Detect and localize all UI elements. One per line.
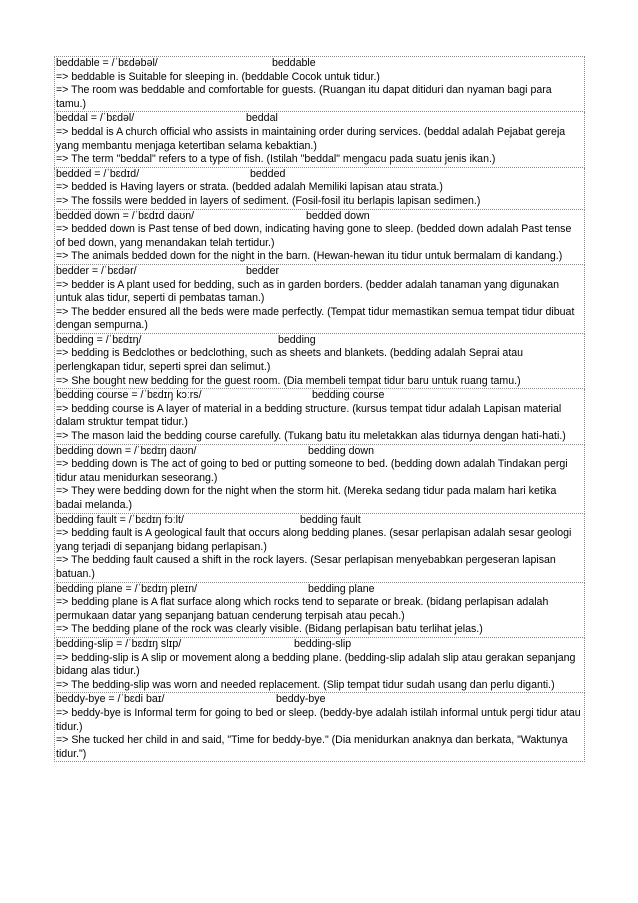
entry-pronunciation: bedded = /ˈbɛdɪd/ — [56, 167, 140, 180]
entry-example: => They were bedding down for the night when the storm hit. (Mereka sedang tidur pada malam hari ketika badai melanda.) — [56, 485, 557, 511]
entry-word: bedded down — [306, 209, 370, 222]
entry-example: => She tucked her child in and said, "Time for beddy-bye." (Dia menidurkan anaknya dan berkata, "Waktunya tidur.") — [56, 734, 568, 760]
entry-example: => She bought new bedding for the guest room. (Dia membeli tempat tidur baru untuk ruang tamu.) — [56, 374, 521, 387]
entry-definition: => bedding down is The act of going to bed or putting someone to bed. (bedding down adalah Tindakan pergi tidur atau menidurkan seseorang.) — [56, 458, 568, 484]
entry-heading — [56, 638, 583, 652]
entry-definition: => beddable is Suitable for sleeping in. (beddable Cocok untuk tidur.) — [56, 70, 380, 83]
entry-pronunciation: beddy-bye = /ˈbɛdi baɪ/ — [56, 693, 165, 706]
entry-pronunciation: beddable = /ˈbɛdəbəl/ — [56, 57, 158, 69]
dictionary-entry — [54, 112, 585, 167]
entry-example: => The animals bedded down for the night in the barn. (Hewan-hewan itu tidur untuk bermalam di kandang.) — [56, 250, 563, 263]
entry-word: bedding — [278, 333, 316, 346]
entry-definition: => bedded down is Past tense of bed down, indicating having gone to sleep. (bedded down adalah Past tense of bed down, yang menandakan telah tertidur.) — [56, 223, 572, 249]
entry-definition: => bedding-slip is A slip or movement along a bedding plane. (bedding-slip adalah slip atau gerakan sepanjang bidang alas tidur.) — [56, 651, 576, 678]
entry-definition: => beddal is A church official who assists in maintaining order during services. (beddal adalah Pejabat gereja yang membantu menjaga ketertiban selama kebaktian.) — [56, 125, 566, 152]
dictionary-entry — [54, 168, 585, 210]
entry-word: beddy-bye — [276, 693, 326, 706]
entry-example: => The bedder ensured all the beds were made perfectly. (Tempat tidur memastikan semua tempat tidur dibuat dengan sempurna.) — [56, 305, 575, 332]
entry-definition: => bedding is Bedclothes or bedclothing, such as sheets and blankets. (bedding adalah Seprai atau perlengkapan tidur, seperti sprei dan selimut.) — [56, 347, 524, 374]
entry-heading — [56, 210, 583, 224]
entry-heading — [56, 265, 583, 279]
entry-word: bedding plane — [308, 582, 375, 595]
entry-definition: => bedded is Having layers or strata. (bedded adalah Memiliki lapisan atau strata.) — [56, 181, 443, 194]
dictionary-entry — [54, 514, 585, 583]
entry-heading — [56, 389, 583, 403]
entry-definition: => bedder is A plant used for bedding, such as in garden borders. (bedder adalah tanaman yang digunakan untuk alas tidur, seperti di pembatas taman.) — [56, 278, 559, 305]
entry-heading — [56, 112, 583, 126]
dictionary-entry — [54, 638, 585, 693]
entry-definition: => bedding fault is A geological fault that occurs along bedding planes. (sesar perlapisan adalah sesar geologi yang terjadi di sepanjang bidang perlapisan.) — [56, 527, 572, 553]
entry-pronunciation: bedding course = /ˈbɛdɪŋ kɔːrs/ — [56, 389, 202, 402]
entry-word: bedding down — [308, 444, 374, 457]
entry-pronunciation: bedding = /ˈbɛdɪŋ/ — [56, 333, 142, 346]
entry-pronunciation: bedding-slip = /ˈbɛdɪŋ slɪp/ — [56, 637, 182, 650]
dictionary-sheet — [54, 56, 585, 762]
entry-heading — [56, 168, 583, 182]
entry-heading — [56, 693, 583, 707]
dictionary-entry — [54, 445, 585, 514]
entry-heading — [56, 57, 583, 71]
dictionary-entry — [54, 57, 585, 112]
entry-pronunciation: bedder = /ˈbɛdər/ — [56, 264, 137, 277]
entry-heading — [56, 445, 583, 459]
dictionary-entry — [54, 583, 585, 638]
dictionary-entry — [54, 210, 585, 265]
entry-example: => The mason laid the bedding course carefully. (Tukang batu itu meletakkan alas tidurnya dengan hati-hati.) — [56, 430, 566, 443]
dictionary-entry — [54, 265, 585, 334]
entry-word: bedder — [246, 264, 279, 277]
entry-heading — [56, 514, 583, 528]
dictionary-entry — [54, 693, 585, 762]
entry-word: bedded — [250, 167, 286, 180]
dictionary-entry — [54, 334, 585, 389]
entry-word: beddable — [272, 57, 316, 69]
entry-pronunciation: bedded down = /ˈbɛdɪd daʊn/ — [56, 209, 195, 222]
entry-example: => The fossils were bedded in layers of sediment. (Fosil-fosil itu berlapis lapisan sedimen.) — [56, 194, 481, 207]
entry-pronunciation: bedding fault = /ˈbɛdɪŋ fɔːlt/ — [56, 513, 184, 526]
entry-pronunciation: beddal = /ˈbɛdəl/ — [56, 112, 135, 125]
entry-example: => The bedding fault caused a shift in the rock layers. (Sesar perlapisan menyebabkan pergeseran lapisan batuan.) — [56, 554, 556, 580]
entry-word: beddal — [246, 112, 278, 125]
entry-heading — [56, 334, 583, 348]
dictionary-entry — [54, 389, 585, 444]
entry-pronunciation: bedding plane = /ˈbɛdɪŋ pleɪn/ — [56, 582, 198, 595]
entry-word: bedding-slip — [294, 637, 352, 650]
entry-example: => The bedding plane of the rock was clearly visible. (Bidang perlapisan batu terlihat jelas.) — [56, 623, 483, 636]
entry-example: => The room was beddable and comfortable for guests. (Ruangan itu dapat ditiduri dan nyaman bagi para tamu.) — [56, 84, 552, 110]
entry-pronunciation: bedding down = /ˈbɛdɪŋ daʊn/ — [56, 444, 197, 457]
entry-definition: => beddy-bye is Informal term for going to bed or sleep. (beddy-bye adalah istilah informal untuk pergi tidur atau tidur.) — [56, 706, 581, 733]
entry-definition: => bedding plane is A flat surface along which rocks tend to separate or break. (bidang perlapisan adalah permukaan datar yang sepanjang batuan cenderung terpisah atau pecah.) — [56, 596, 549, 622]
entry-example: => The term "beddal" refers to a type of fish. (Istilah "beddal" mengacu pada suatu jenis ikan.) — [56, 153, 496, 166]
entry-definition: => bedding course is A layer of material in a bedding structure. (kursus tempat tidur adalah Lapisan material dalam struktur tempat tidur.) — [56, 402, 562, 429]
entry-word: bedding course — [312, 389, 385, 402]
entry-example: => The bedding-slip was worn and needed replacement. (Slip tempat tidur sudah usang dan perlu diganti.) — [56, 678, 555, 691]
entry-word: bedding fault — [300, 513, 361, 526]
entry-heading — [56, 583, 583, 597]
